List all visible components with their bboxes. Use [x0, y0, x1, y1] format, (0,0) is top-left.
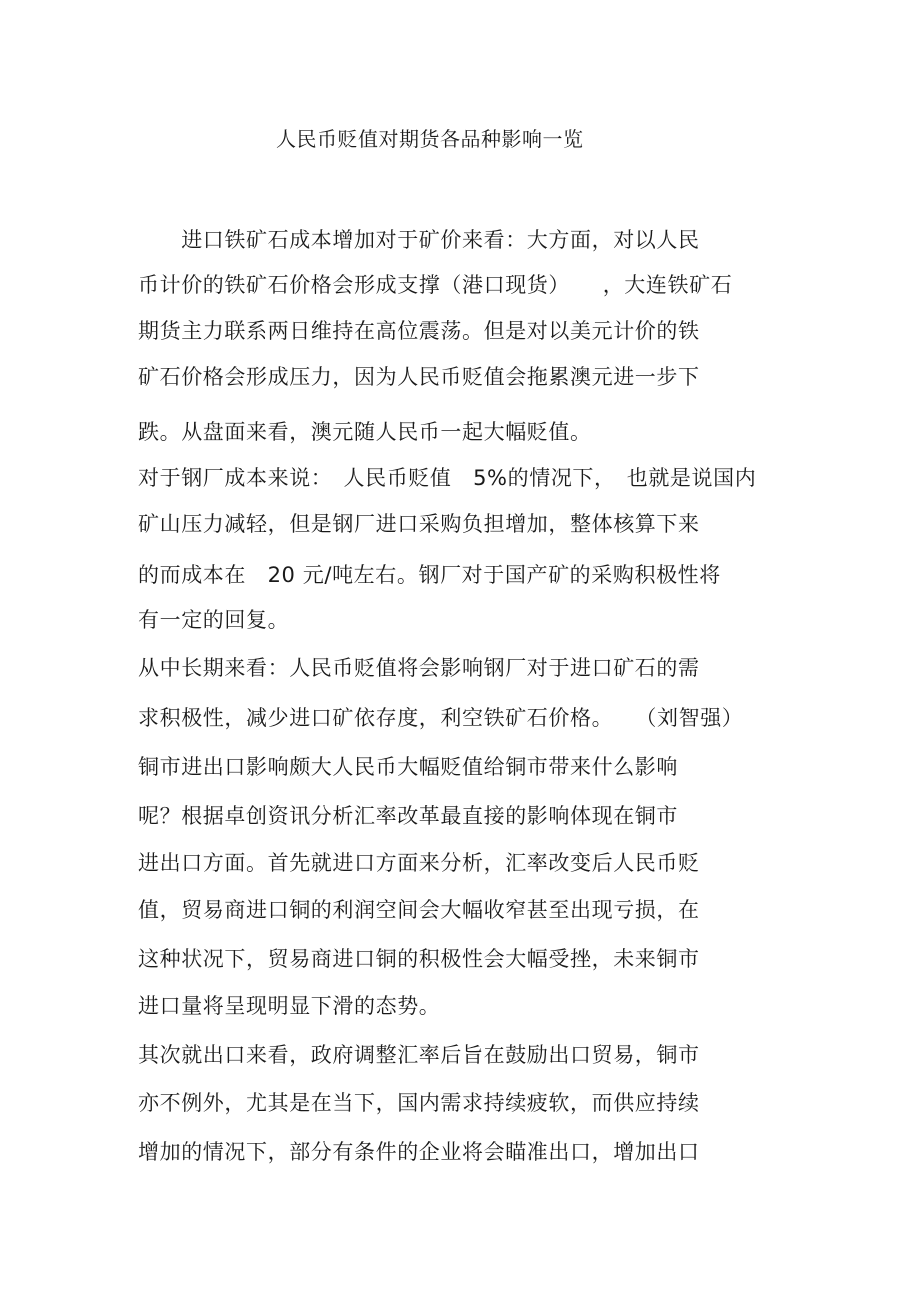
paragraph-line: 求积极性，减少进口矿依存度，利空铁矿石价格。 （刘智强）: [138, 706, 744, 730]
paragraph-line: 值，贸易商进口铜的利润空间会大幅收窄甚至出现亏损，在: [138, 898, 700, 922]
paragraph-line: 币计价的铁矿石价格会形成支撑（港口现货） ，大连铁矿石: [138, 273, 733, 297]
paragraph-line: 进口铁矿石成本增加对于矿价来看：大方面，对以人民: [138, 228, 700, 252]
document-title: 人民币贬值对期货各品种影响一览: [276, 127, 584, 151]
paragraph-line: 有一定的回复。: [138, 608, 290, 632]
paragraph-line: 跌。从盘面来看，澳元随人民币一起大幅贬值。: [138, 420, 592, 444]
paragraph-line: 亦不例外，尤其是在当下，国内需求持续疲软，而供应持续: [138, 1091, 700, 1115]
paragraph-line: 增加的情况下，部分有条件的企业将会瞄准出口，增加出口: [138, 1140, 700, 1164]
paragraph-line: 呢？根据卓创资讯分析汇率改革最直接的影响体现在铜市: [138, 804, 678, 828]
paragraph-line: 从中长期来看：人民币贬值将会影响钢厂对于进口矿石的需: [138, 656, 700, 680]
paragraph-line: 其次就出口来看，政府调整汇率后旨在鼓励出口贸易，铜市: [138, 1043, 700, 1067]
paragraph-line: 期货主力联系两日维持在高位震荡。但是对以美元计价的铁: [138, 319, 700, 343]
paragraph-line: 的而成本在 20 元/吨左右。钢厂对于国产矿的采购积极性将: [138, 563, 721, 587]
paragraph-line: 进出口方面。首先就进口方面来分析，汇率改变后人民币贬: [138, 851, 700, 875]
paragraph-line: 矿山压力减轻，但是钢厂进口采购负担增加，整体核算下来: [138, 512, 700, 536]
paragraph-line: 矿石价格会形成压力，因为人民币贬值会拖累澳元进一步下: [138, 365, 700, 389]
paragraph-line: 铜市进出口影响颇大人民币大幅贬值给铜市带来什么影响: [138, 755, 678, 779]
paragraph-line: 这种状况下，贸易商进口铜的积极性会大幅受挫，未来铜市: [138, 947, 700, 971]
paragraph-line: 对于钢厂成本来说： 人民币贬值 5%的情况下， 也就是说国内: [138, 466, 757, 490]
paragraph-line: 进口量将呈现明显下滑的态势。: [138, 994, 441, 1018]
